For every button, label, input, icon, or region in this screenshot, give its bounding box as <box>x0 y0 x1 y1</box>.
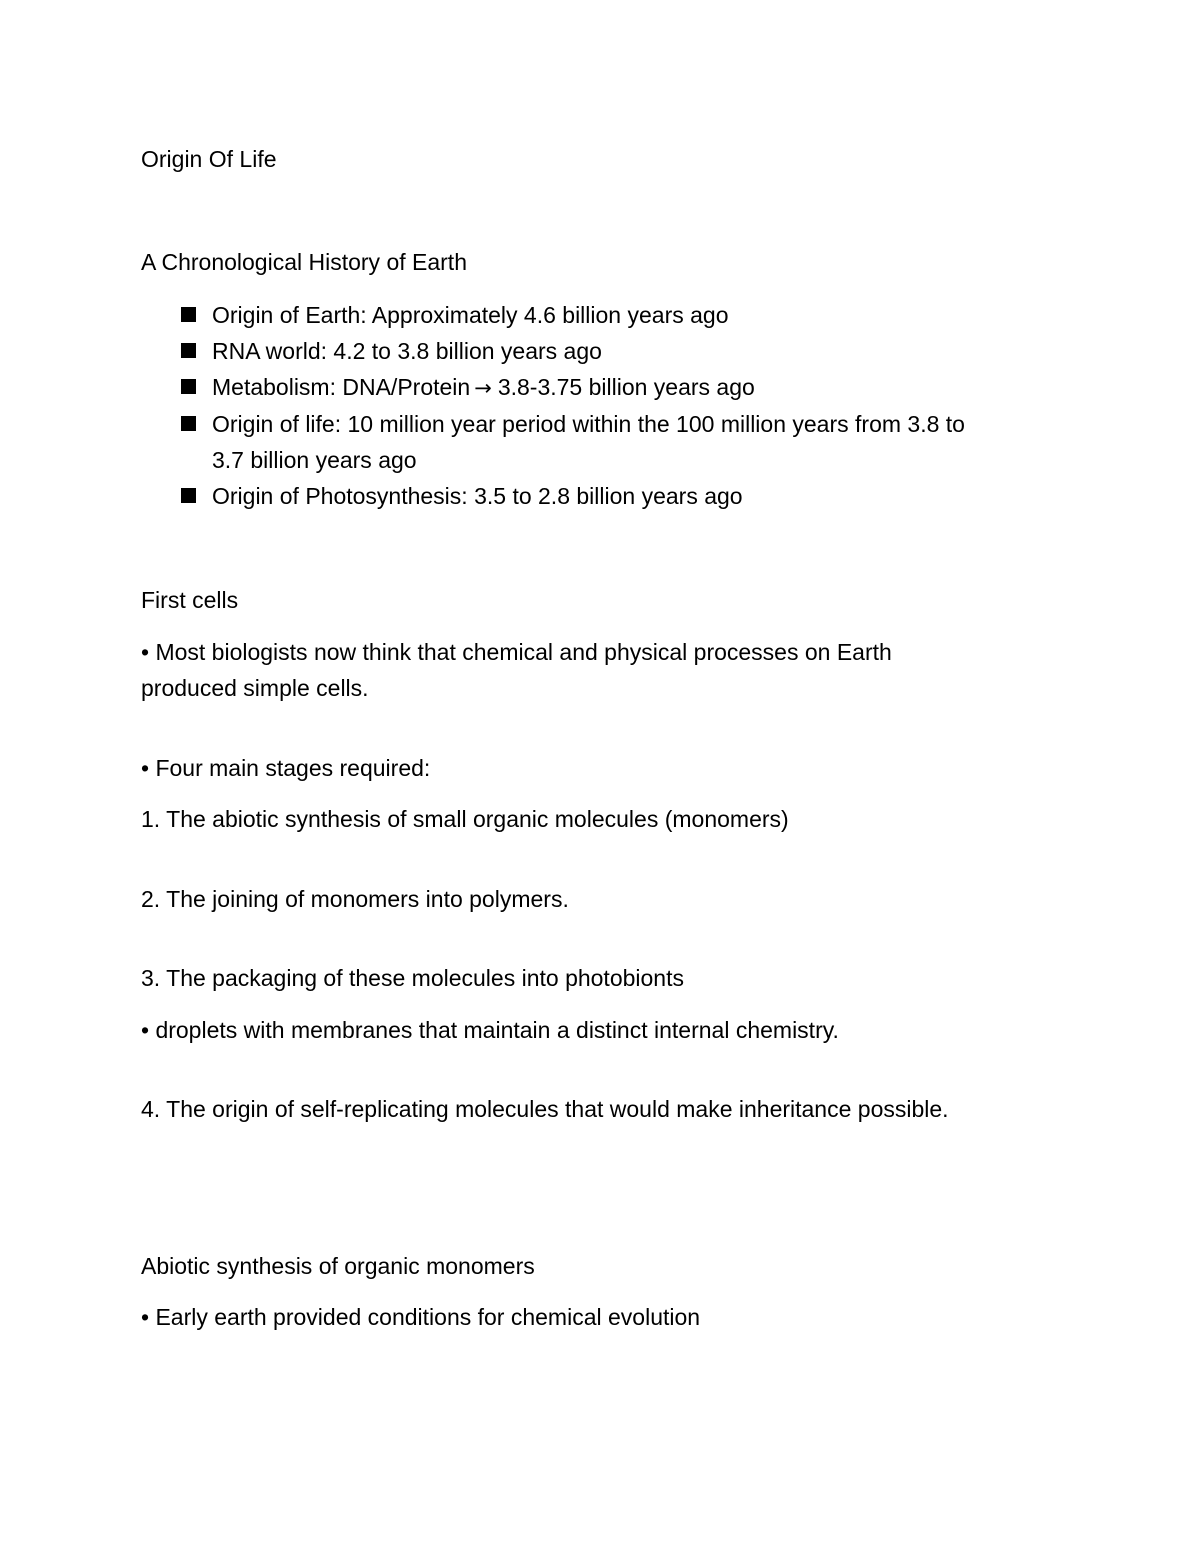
list-item-text: Origin of Photosynthesis: 3.5 to 2.8 billion years ago <box>212 483 743 509</box>
list-item-text-before: Metabolism: DNA/Protein <box>212 374 471 400</box>
paragraph-line: • Four main stages required: <box>141 755 431 781</box>
list-item <box>181 297 1081 333</box>
stage-item: 4. The origin of self-replicating molecules that would make inheritance possible. <box>141 1096 949 1122</box>
stage-item: 3. The packaging of these molecules into photobionts <box>141 965 684 991</box>
document-title: Origin Of Life <box>141 146 277 172</box>
list-item-text-after: 3.8-3.75 billion years ago <box>497 374 755 400</box>
list-item-text: Origin of Earth: Approximately 4.6 billion years ago <box>212 302 729 328</box>
list-item <box>181 406 1081 478</box>
list-item-text-line2: 3.7 billion years ago <box>212 447 417 473</box>
square-bullet-icon <box>181 416 196 431</box>
list-item <box>181 478 1081 514</box>
stage-item: 2. The joining of monomers into polymers. <box>141 886 569 912</box>
section-heading-abiotic-synthesis: Abiotic synthesis of organic monomers <box>141 1253 535 1279</box>
square-bullet-icon <box>181 343 196 358</box>
section-heading-first-cells: First cells <box>141 587 239 613</box>
paragraph-line: produced simple cells. <box>141 675 369 701</box>
square-bullet-icon <box>181 488 196 503</box>
section-heading-chronology: A Chronological History of Earth <box>141 249 467 275</box>
paragraph-line: • Most biologists now think that chemical and physical processes on Earth <box>141 639 892 665</box>
list-item <box>181 369 1081 406</box>
chronology-list <box>181 297 1081 514</box>
square-bullet-icon <box>181 307 196 322</box>
stage-item: 1. The abiotic synthesis of small organic molecules (monomers) <box>141 806 789 832</box>
list-item-text-line1: Origin of life: 10 million year period within the 100 million years from 3.8 to <box>212 411 965 437</box>
paragraph-line: • Early earth provided conditions for chemical evolution <box>141 1304 701 1330</box>
list-item <box>181 333 1081 369</box>
right-arrow-icon: → <box>474 376 492 400</box>
square-bullet-icon <box>181 379 196 394</box>
list-item-text: RNA world: 4.2 to 3.8 billion years ago <box>212 338 602 364</box>
stage-note: • droplets with membranes that maintain a distinct internal chemistry. <box>141 1017 839 1043</box>
